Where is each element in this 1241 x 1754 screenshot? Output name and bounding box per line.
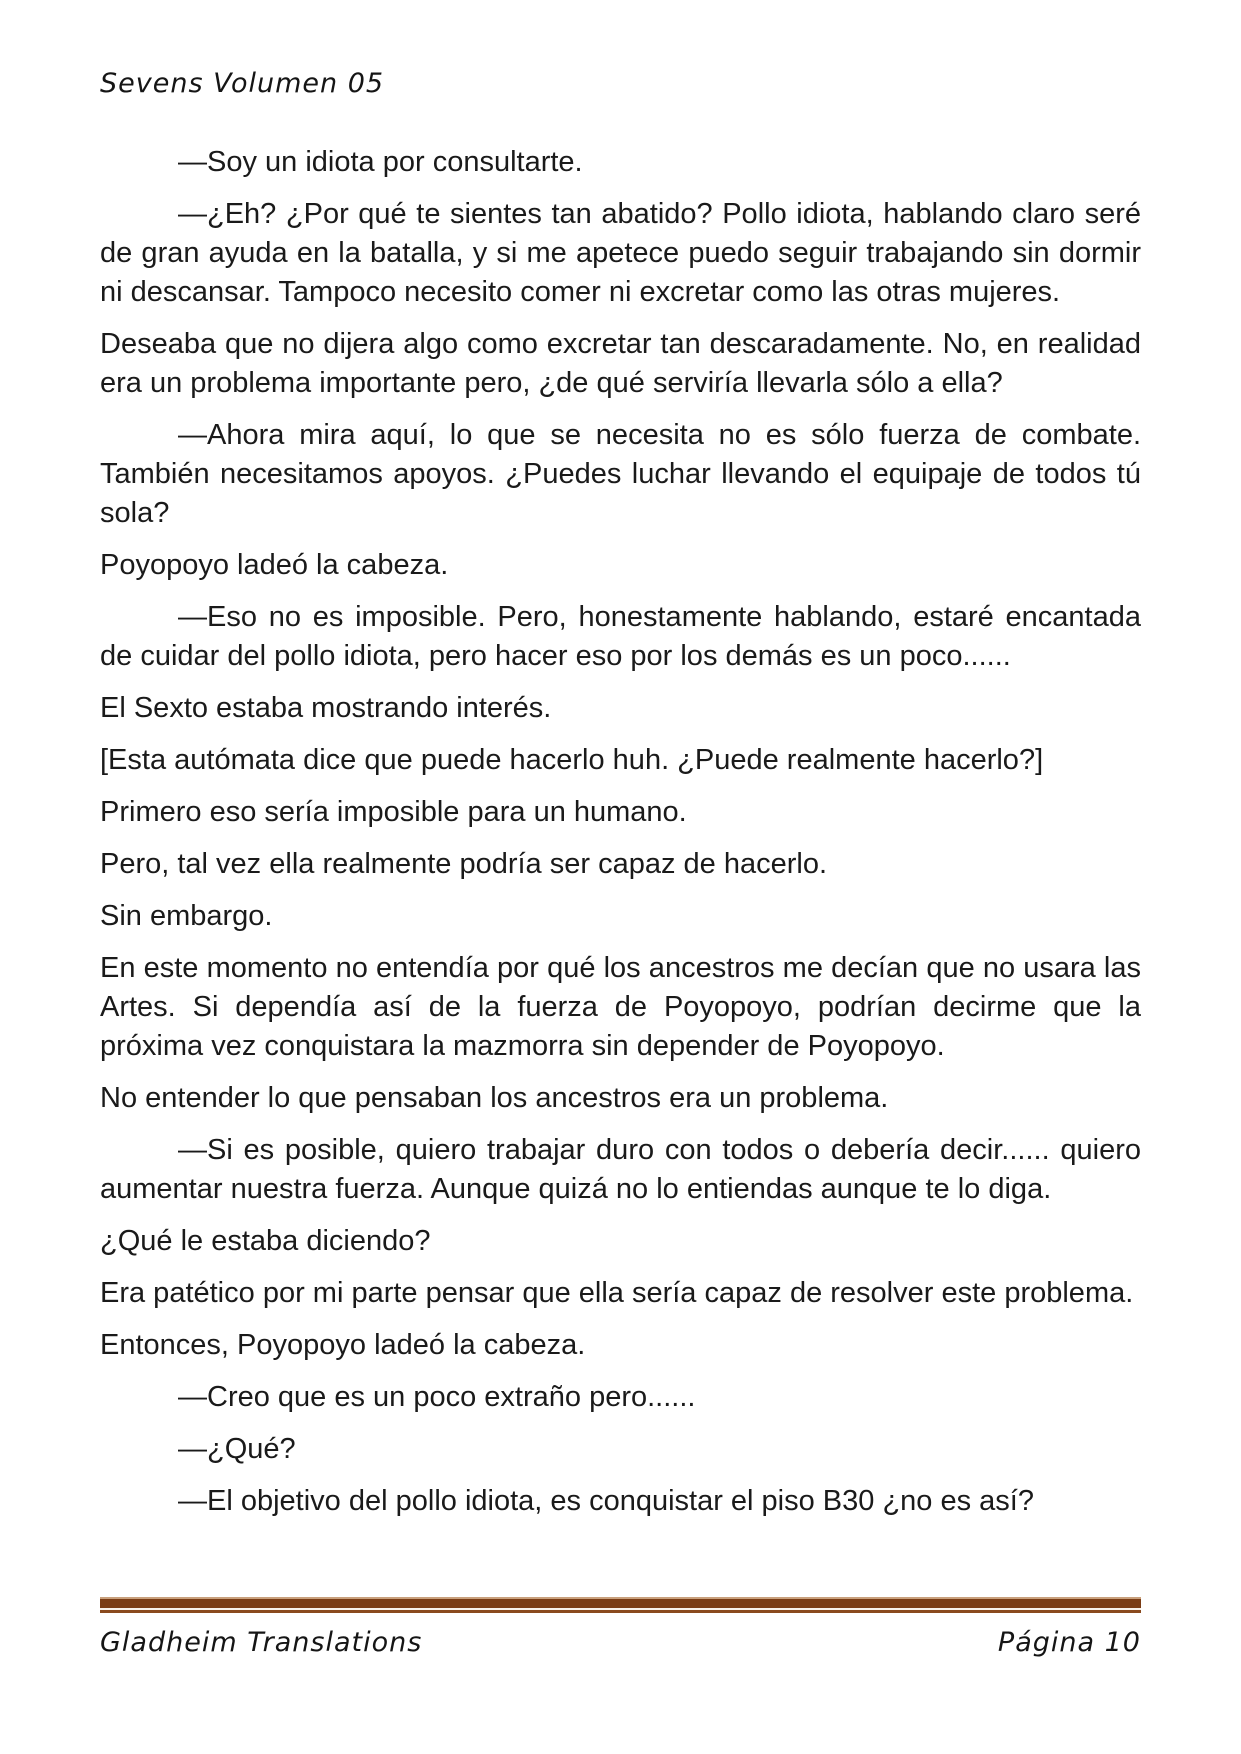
paragraph: Deseaba que no dijera algo como excretar tan descaradamente. No, en realidad era un problema importante pero, ¿de qué serviría llevarla sólo a ella?: [100, 328, 1141, 399]
paragraph: ¿Qué le estaba diciendo?: [100, 1225, 431, 1257]
paragraph: En este momento no entendía por qué los ancestros me decían que no usara las Artes. Si dependía así de la fuerza de Poyopoyo, podrían decirme que la próxima vez conquistara la mazmorra sin depender de Poyopoyo.: [100, 952, 1141, 1062]
footer-divider-rule: [100, 1597, 1141, 1613]
rule-thin-line: [100, 1610, 1141, 1613]
paragraph: —Creo que es un poco extraño pero......: [178, 1381, 696, 1413]
paragraph: —El objetivo del pollo idiota, es conquistar el piso B30 ¿no es así?: [178, 1485, 1034, 1517]
footer-text-row: [100, 1627, 1141, 1658]
document-body: [100, 143, 1141, 1534]
page-header: [100, 68, 1141, 99]
paragraph: Pero, tal vez ella realmente podría ser capaz de hacerlo.: [100, 848, 828, 880]
paragraph: Sin embargo.: [100, 900, 273, 932]
paragraph: Entonces, Poyopoyo ladeó la cabeza.: [100, 1329, 586, 1361]
paragraph: No entender lo que pensaban los ancestros era un problema.: [100, 1082, 889, 1114]
paragraph: Primero eso sería imposible para un humano.: [100, 796, 687, 828]
paragraph: —¿Eh? ¿Por qué te sientes tan abatido? Pollo idiota, hablando claro seré de gran ayuda en la batalla, y si me apetece puedo seguir trabajando sin dormir ni descansar. Tampoco necesito comer ni excretar como las otras mujeres.: [100, 198, 1141, 308]
paragraph: —Ahora mira aquí, lo que se necesita no es sólo fuerza de combate. También necesitamos apoyos. ¿Puedes luchar llevando el equipaje de todos tú sola?: [100, 419, 1141, 529]
paragraph: El Sexto estaba mostrando interés.: [100, 692, 552, 724]
rule-thick-bar: [100, 1599, 1141, 1608]
footer-page-number: Página 10: [997, 1627, 1141, 1658]
paragraph: —Eso no es imposible. Pero, honestamente hablando, estaré encantada de cuidar del pollo idiota, pero hacer eso por los demás es un poco......: [100, 601, 1141, 672]
paragraph: Era patético por mi parte pensar que ella sería capaz de resolver este problema.: [100, 1277, 1134, 1309]
paragraph: —Soy un idiota por consultarte.: [178, 146, 583, 178]
paragraph: —Si es posible, quiero trabajar duro con todos o debería decir...... quiero aumentar nuestra fuerza. Aunque quizá no lo entiendas aunque te lo diga.: [100, 1134, 1141, 1205]
page-footer: [100, 1597, 1141, 1658]
paragraph: Poyopoyo ladeó la cabeza.: [100, 549, 449, 581]
footer-translator-name: Gladheim Translations: [100, 1627, 423, 1658]
paragraph: —¿Qué?: [178, 1433, 296, 1465]
header-title: Sevens Volumen 05: [100, 68, 385, 99]
paragraph: [Esta autómata dice que puede hacerlo huh. ¿Puede realmente hacerlo?]: [100, 744, 1044, 776]
